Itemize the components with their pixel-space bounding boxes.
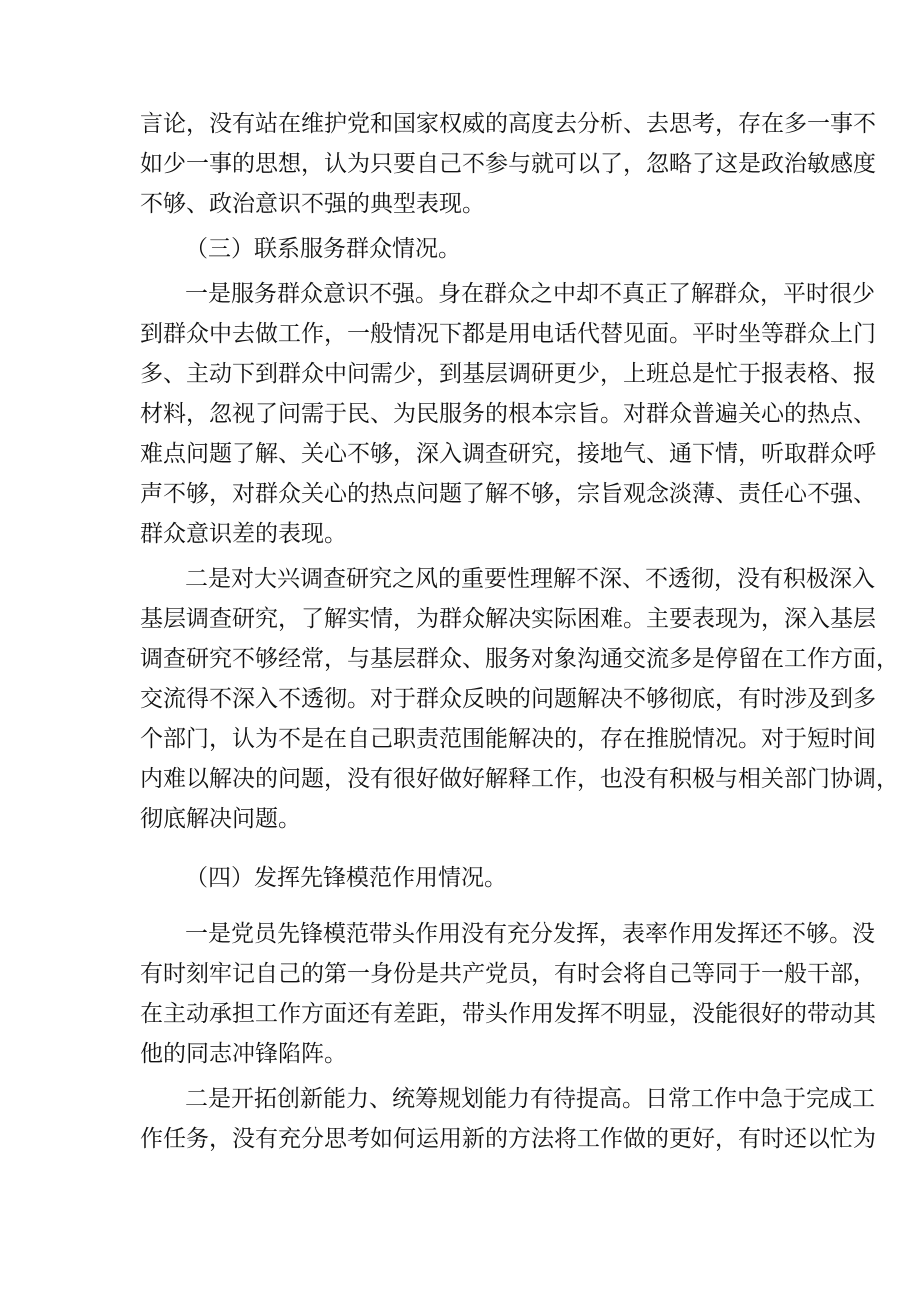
text-line: 声不够，对群众关心的热点问题了解不够，宗旨观念淡薄、责任心不强、 [140,481,876,507]
section-heading: （四）发挥先锋模范作用情况。 [185,865,507,891]
text-line: 有时刻牢记自己的第一身份是共产党员，有时会将自己等同于一般干部， [140,961,876,987]
text-line: 二是开拓创新能力、统筹规划能力有待提高。日常工作中急于完成工 [185,1086,875,1112]
text-line: 调查研究不够经常，与基层群众、服务对象沟通交流多是停留在工作方面， [140,646,899,672]
text-line: 言论，没有站在维护党和国家权威的高度去分析、去思考，存在多一事不 [140,111,876,137]
text-line: 不够、政治意识不强的典型表现。 [140,191,485,217]
text-line: 交流得不深入不透彻。对于群众反映的问题解决不够彻底，有时涉及到多 [140,686,876,712]
section-heading: （三）联系服务群众情况。 [185,236,461,262]
text-line: 二是对大兴调查研究之风的重要性理解不深、不透彻，没有积极深入 [185,566,875,592]
text-line: 个部门，认为不是在自己职责范围能解决的，存在推脱情况。对于短时间 [140,726,876,752]
text-line: 难点问题了解、关心不够，深入调查研究，接地气、通下情，听取群众呼 [140,441,876,467]
text-line: 到群众中去做工作，一般情况下都是用电话代替见面。平时坐等群众上门 [140,321,876,347]
text-line: 一是服务群众意识不强。身在群众之中却不真正了解群众，平时很少 [185,281,875,307]
text-line: 在主动承担工作方面还有差距，带头作用发挥不明显，没能很好的带动其 [140,1001,876,1027]
text-line: 一是党员先锋模范带头作用没有充分发挥，表率作用发挥还不够。没 [185,921,875,947]
text-line: 群众意识差的表现。 [140,521,347,547]
text-line: 材料，忽视了问需于民、为民服务的根本宗旨。对群众普遍关心的热点、 [140,401,876,427]
text-line: 彻底解决问题。 [140,806,301,832]
text-line: 如少一事的思想，认为只要自己不参与就可以了，忽略了这是政治敏感度 [140,151,876,177]
text-line: 基层调查研究，了解实情，为群众解决实际困难。主要表现为，深入基层 [140,606,876,632]
text-line: 作任务，没有充分思考如何运用新的方法将工作做的更好，有时还以忙为 [140,1126,876,1152]
text-line: 内难以解决的问题，没有很好做好解释工作，也没有积极与相关部门协调， [140,766,899,792]
text-line: 多、主动下到群众中问需少，到基层调研更少，上班总是忙于报表格、报 [140,361,876,387]
text-line: 他的同志冲锋陷阵。 [140,1041,347,1067]
